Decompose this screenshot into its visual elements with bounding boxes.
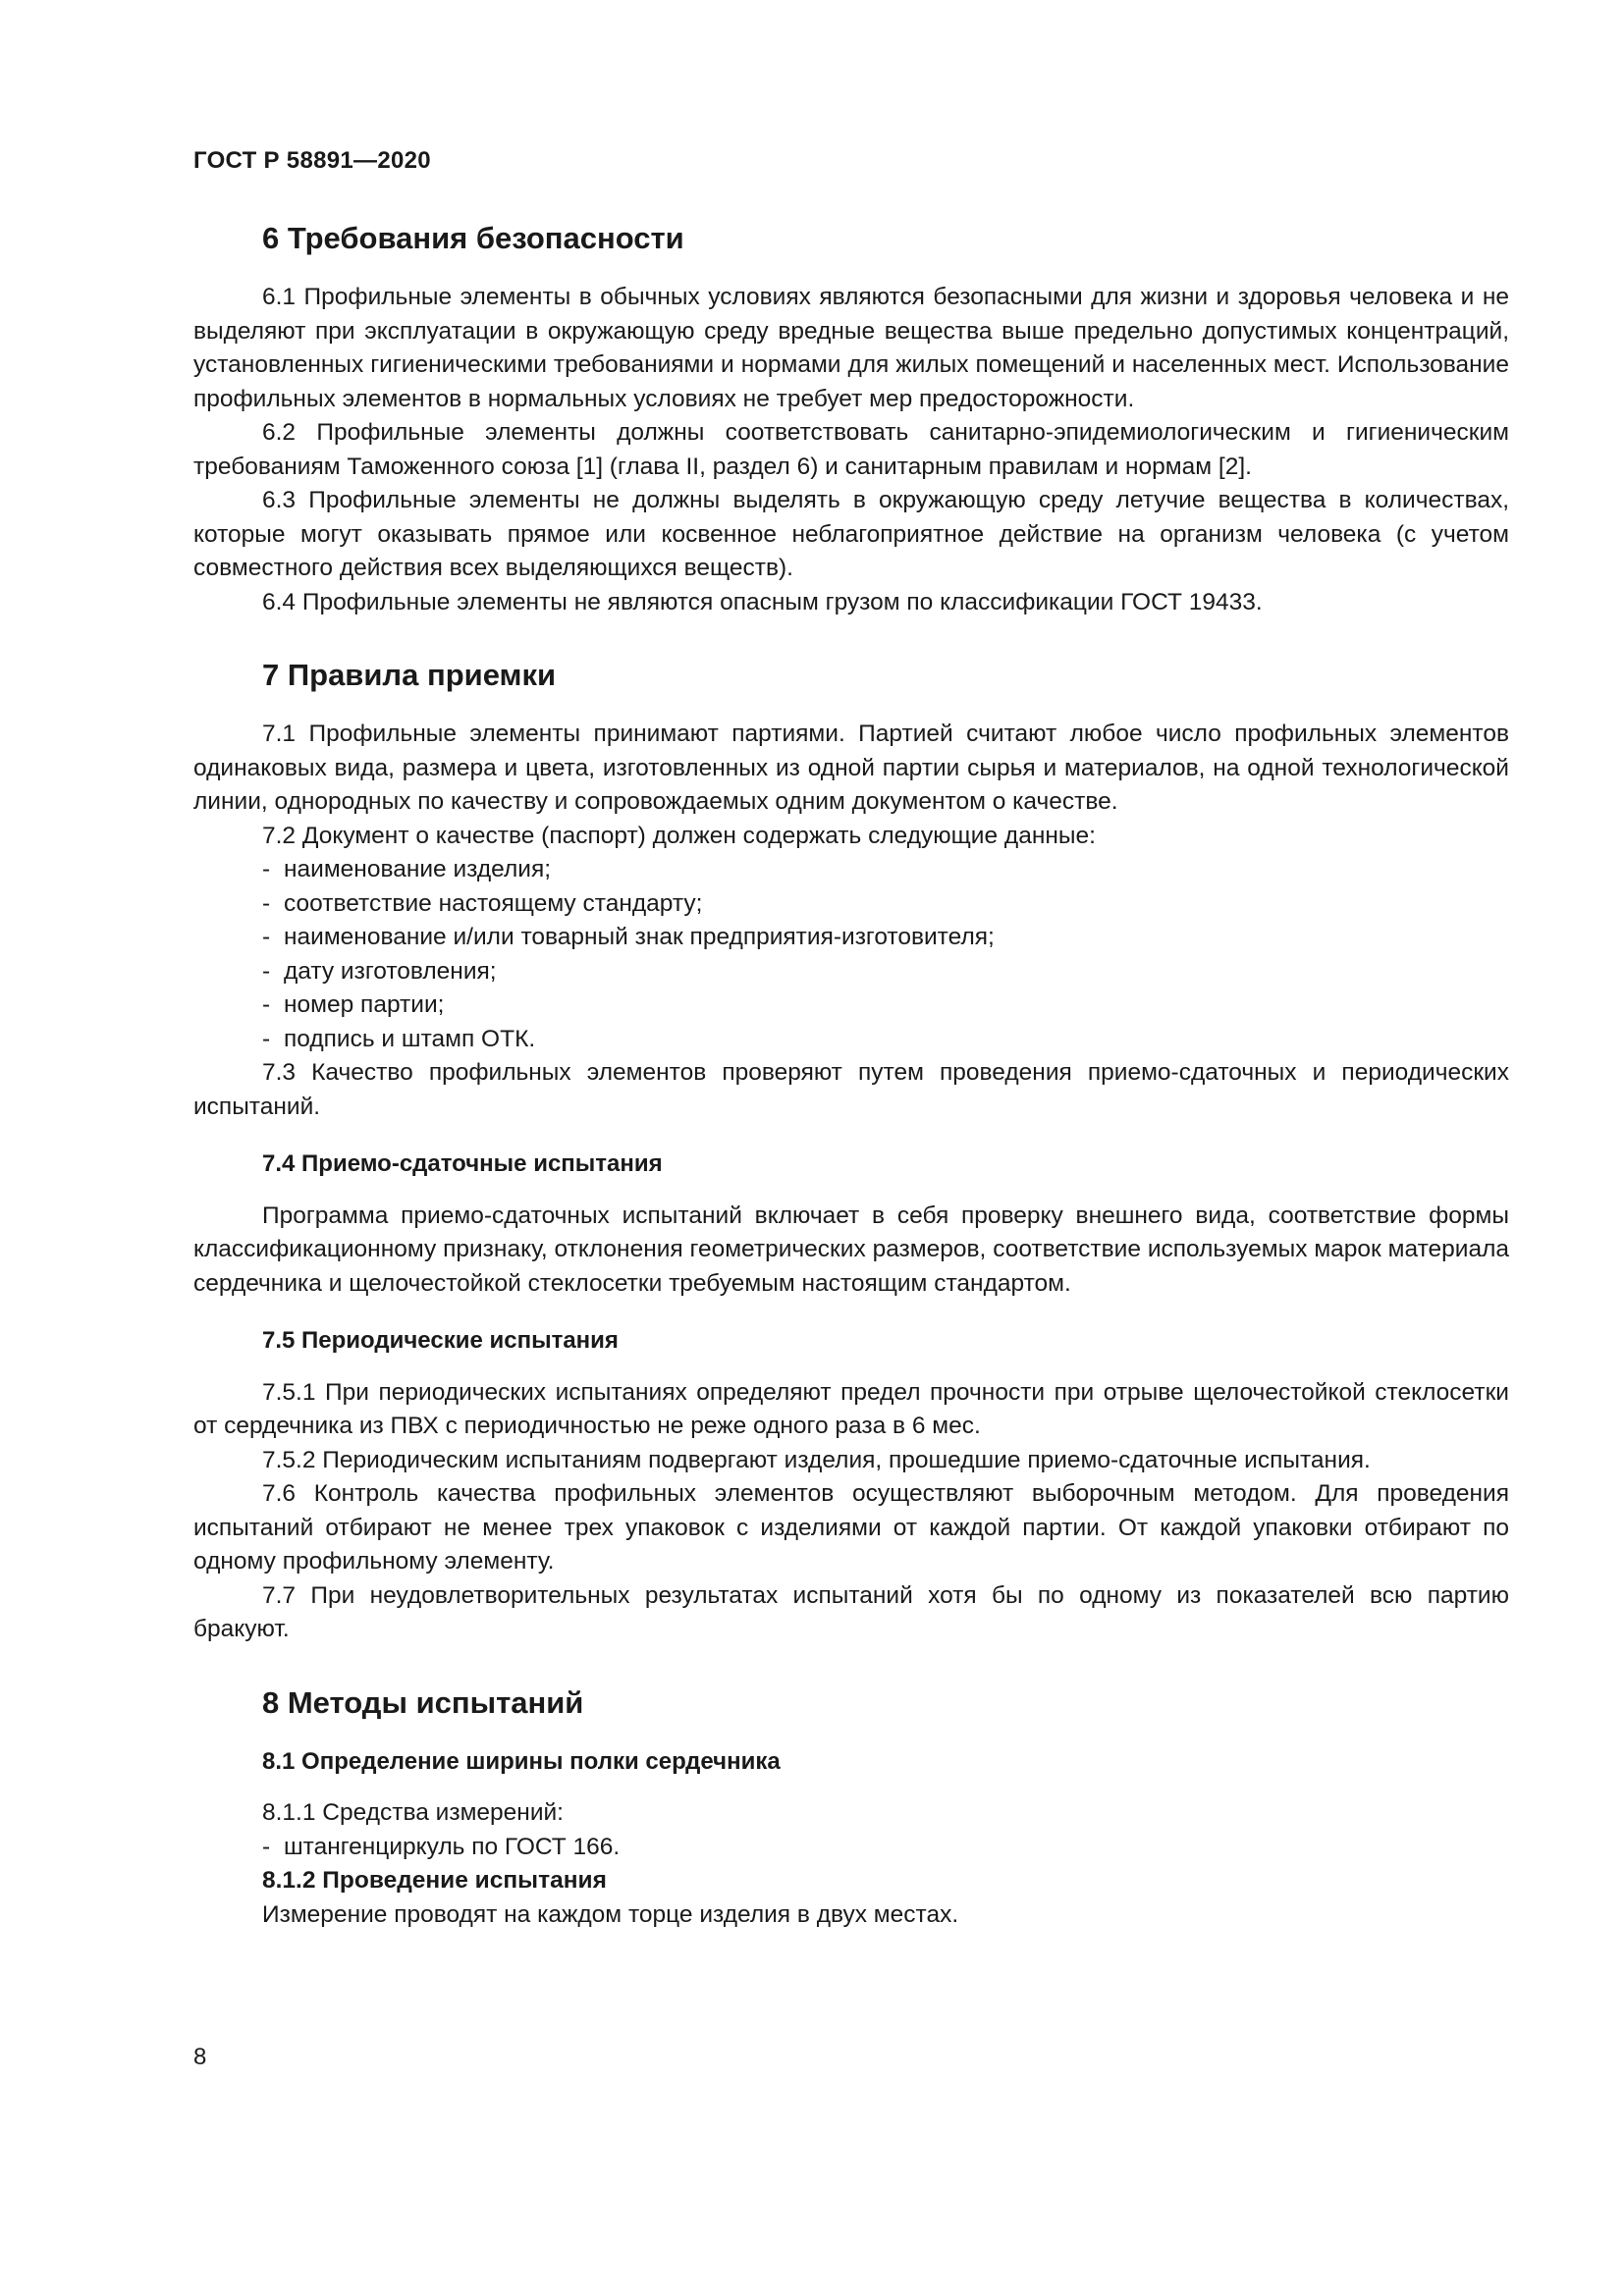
paragraph-6-1: 6.1 Профильные элементы в обычных условиях являются безопасными для жизни и здоровья человека и не выделяют при эксплуатации в окружающую среду вредные вещества выше предельно допустимых концентраций, установленных гигиеническими требованиями и нормами для жилых помещений и населенных мест. Использование профильных элементов в нормальных условиях не требует мер предосторожности. [193,284,1509,412]
paragraph-8-1-2-text: Измерение проводят на каждом торце изделия в двух местах. [262,1900,959,1928]
page-number: 8 [193,2044,207,2070]
document-code: ГОСТ Р 58891—2020 [193,147,431,174]
paragraph-7-1: 7.1 Профильные элементы принимают партиями. Партией считают любое число профильных элементов одинаковых вида, размера и цвета, изготовленных из одной партии сырья и материалов, на одной технологической линии, однородных по качеству и сопровождаемых одним документом о качестве. [193,721,1509,815]
list-dash: - [262,1025,271,1052]
paragraph-6-4: 6.4 Профильные элементы не являются опасным грузом по классификации ГОСТ 19433. [262,588,1263,615]
subsection-7-4-title: 7.4 Приемо-сдаточные испытания [262,1150,663,1177]
paragraph-7-5-2: 7.5.2 Периодическим испытаниям подвергают изделия, прошедшие приемо-сдаточные испытания. [262,1446,1371,1473]
list-item: - наименование изделия; [193,853,1509,887]
section-6-title: 6 Требования безопасности [262,221,684,255]
list-item: - штангенциркуль по ГОСТ 166. [193,1831,1509,1865]
paragraph-7-4-text: Программа приемо-сдаточных испытаний включает в себя проверку внешнего вида, соответствие формы классификационному признаку, отклонения геометрических размеров, соответствие используемых марок материала сердечника и щелочестойкой стеклосетки требуемым настоящим стандартом. [193,1201,1509,1297]
paragraph-7-2: 7.2 Документ о качестве (паспорт) должен содержать следующие данные: [262,822,1096,849]
list-item: - дату изготовления; [193,955,1509,989]
list-dash: - [262,856,271,882]
paragraph-7-5-1: 7.5.1 При периодических испытаниях определяют предел прочности при отрыве щелочестойкой стеклосетки от сердечника из ПВХ с периодичностью не реже одного раза в 6 мес. [193,1378,1509,1439]
paragraph-7-7: 7.7 При неудовлетворительных результатах испытаний хотя бы по одному из показателей всю партию бракуют. [193,1581,1509,1642]
section-8-title: 8 Методы испытаний [262,1684,584,1720]
paragraph-8-1-2-title: 8.1.2 Проведение испытания [262,1867,607,1894]
list-item: - подпись и штамп ОТК. [193,1023,1509,1057]
paragraph-6-2: 6.2 Профильные элементы должны соответствовать санитарно-эпидемиологическим и гигиеническим требованиям Таможенного союза [1] (глава II, раздел 6) и санитарным правилам и нормам [2]. [193,419,1509,480]
list-dash: - [262,991,271,1018]
paragraph-8-1-1: 8.1.1 Средства измерений: [262,1799,564,1826]
paragraph-6-3: 6.3 Профильные элементы не должны выделять в окружающую среду летучие вещества в количествах, которые могут оказывать прямое или косвенное неблагоприятное действие на организм человека (с учетом совместного действия всех выделяющихся веществ). [193,487,1509,581]
subsection-7-5-title: 7.5 Периодические испытания [262,1327,619,1354]
paragraph-7-3: 7.3 Качество профильных элементов проверяют путем проведения приемо-сдаточных и периодических испытаний. [193,1059,1509,1120]
list-item: - наименование и/или товарный знак предприятия-изготовителя; [193,921,1509,955]
subsection-8-1-title: 8.1 Определение ширины полки сердечника [262,1747,781,1775]
list-dash: - [262,889,271,917]
page-content [193,218,1509,1932]
paragraph-7-6: 7.6 Контроль качества профильных элементов осуществляют выборочным методом. Для проведения испытаний отбирают не менее трех упаковок с изделиями от каждой партии. От каждой упаковки отбирают по одному профильному элементу. [193,1480,1509,1575]
list-item: - соответствие настоящему стандарту; [193,887,1509,922]
list-dash: - [262,924,271,950]
list-dash: - [262,1833,271,1860]
section-7-title: 7 Правила приемки [262,658,557,692]
list-dash: - [262,957,271,985]
list-item: - номер партии; [193,988,1509,1023]
